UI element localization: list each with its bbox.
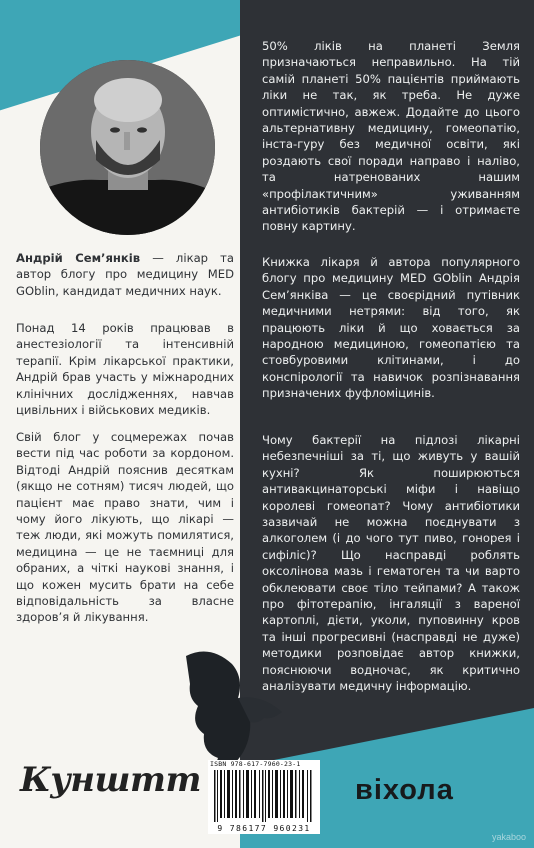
barcode-bars — [214, 770, 314, 822]
author-blog: Свій блог у соцмережах почав вести під час роботи за кордоном. Відтоді Андрій пояснив десяткам (якщо не сотням) тисяч людей, що пацієнт має право знати, чим і чому його лікують, що лікарі — теж люди, які можуть помилятися, медицина — це не таємниці для обраних, а чіткі наукові знання, і що кожен мусить брати на себе відповідальність за власне здоров’я й лікування. — [16, 430, 234, 625]
publisher-logo-right: віхола — [355, 774, 454, 806]
blurb-paragraph-2: Книжка лікаря й автора популярного блогу про медицину MED GOblin Андрія Сем’янківа — це своєрідний путівник медичними нетрями: від того, як працюють ліки й що ховається за народною медициною, гомеопатією та стовбуровими клітинами, і до конспірології та навичок розпізнавання призначених фуфломіцинів. — [262, 255, 520, 401]
barcode-digits: 9 786177 960231 — [217, 824, 311, 833]
blurb-paragraph-1: 50% ліків на планеті Земля призначаються неправильно. На тій самій планеті 50% пацієнтів приймають ліки не так, як треба. Не дуже оптимістично, авжеж. Додайте до цього альтернативну медицину, гомеопатію, інста-гуру без медичної освіти, які роздають свої поради направо і наліво, та натренованих нашим «профілактичним» уживанням антибіотиків бактерій — і отримаєте повну картину. — [262, 39, 520, 234]
isbn-text: ISBN 978-617-7960-23-1 — [210, 760, 301, 768]
publisher-logo-left: Кунштт — [20, 760, 201, 800]
author-career: Понад 14 років працював в анестезіології та інтенсивній терапії. Крім лікарської практики, Андрій брав участь у міжнародних клінічних дослідженнях, навчав цивільних і військових медиків. — [16, 321, 234, 418]
corner-watermark: yakaboo — [491, 832, 526, 842]
author-description: — лікар та автор блогу про медицину MED GOblin, кандидат медичних наук. — [16, 251, 235, 298]
author-portrait-illustration — [40, 60, 215, 235]
author-name: Андрій Сем’янків — [16, 251, 141, 265]
author-photo — [40, 60, 215, 235]
author-intro — [16, 250, 234, 299]
barcode — [208, 760, 320, 834]
blurb-paragraph-3: Чому бактерії на підлозі лікарні небезпечніші за ті, що живуть у вашій кухні? Як поширюються антивакцинаторські міфи і навіщо королеві гомеопат? Чому антибіотики зазвичай не можна поєднувати з алкоголем (і до чого тут пиво, гонорея і сифіліс)? Що насправді роблять оксолінова мазь і гематоген та чи варто обклеювати своє тіло тейпами? А також про фітотерапію, інгаляції з вареної картоплі, дієти, уколи, пуповинну кров та інші прогресивні (насправді не дуже) методики розповідає автор книжки, пояснюючи водночас, як критично аналізувати медичну інформацію. — [262, 433, 520, 694]
